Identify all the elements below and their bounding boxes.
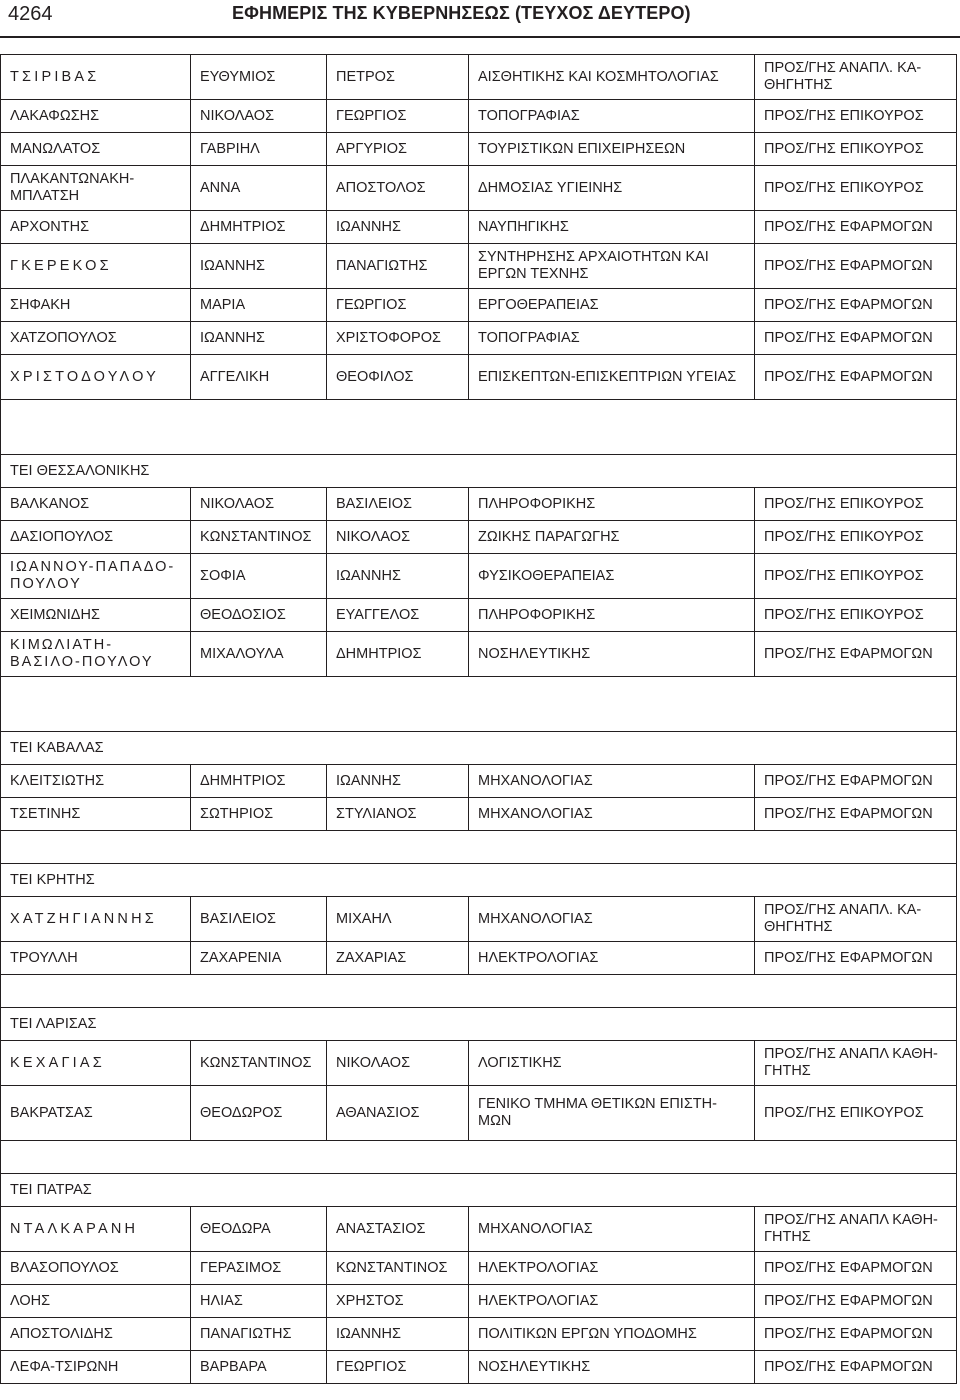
surname-cell: ΛΑΚΑΦΩΣΗΣ [1,100,191,133]
table-row [1,1252,957,1285]
table-row [1,1285,957,1318]
table-row [1,100,957,133]
department-cell: ΜΗΧΑΝΟΛΟΓΙΑΣ [469,1207,755,1252]
blank-spacer-row [1,975,957,1008]
father-name-cell: ΑΡΓΥΡΙΟΣ [327,133,469,166]
first-name-cell: ΙΩΑΝΝΗΣ [191,322,327,355]
position-cell: ΠΡΟΣ/ΓΗΣ ΕΦΑΡΜΟΓΩΝ [755,1351,957,1384]
surname-cell: ΧΑΤΖΗΓΙΑΝΝΗΣ [1,897,191,942]
section-header-row [1,732,957,765]
surname-cell: ΚΛΕΙΤΣΙΩΤΗΣ [1,765,191,798]
first-name-cell: ΘΕΟΔΟΣΙΟΣ [191,599,327,632]
father-name-cell: ΣΤΥΛΙΑΝΟΣ [327,798,469,831]
department-cell: ΝΑΥΠΗΓΙΚΗΣ [469,211,755,244]
father-name-cell: ΓΕΩΡΓΙΟΣ [327,289,469,322]
position-cell: ΠΡΟΣ/ΓΗΣ ΕΦΑΡΜΟΓΩΝ [755,1285,957,1318]
table-row [1,1041,957,1086]
surname-cell: ΤΣΕΤΙΝΗΣ [1,798,191,831]
father-name-cell: ΓΕΩΡΓΙΟΣ [327,100,469,133]
position-cell: ΠΡΟΣ/ΓΗΣ ΕΠΙΚΟΥΡΟΣ [755,488,957,521]
father-name-cell: ΝΙΚΟΛΑΟΣ [327,521,469,554]
blank-spacer-row [1,400,957,455]
father-name-cell: ΙΩΑΝΝΗΣ [327,1318,469,1351]
first-name-cell: ΓΑΒΡΙΗΛ [191,133,327,166]
table-row [1,488,957,521]
table-row [1,1086,957,1141]
position-cell: ΠΡΟΣ/ΓΗΣ ΑΝΑΠΛ. ΚΑ-ΘΗΓΗΤΗΣ [755,897,957,942]
department-cell: ΜΗΧΑΝΟΛΟΓΙΑΣ [469,897,755,942]
department-cell: ΗΛΕΚΤΡΟΛΟΓΙΑΣ [469,1285,755,1318]
table-row [1,798,957,831]
surname-cell: ΚΙΜΩΛΙΑΤΗ-ΒΑΣΙΛΟ-ΠΟΥΛΟΥ [1,632,191,677]
father-name-cell: ΠΑΝΑΓΙΩΤΗΣ [327,244,469,289]
table-row [1,55,957,100]
table-row [1,289,957,322]
blank-spacer-row [1,1141,957,1174]
surname-cell: ΒΑΛΚΑΝΟΣ [1,488,191,521]
department-cell: ΝΟΣΗΛΕΥΤΙΚΗΣ [469,1351,755,1384]
section-title: ΤΕΙ ΠΑΤΡΑΣ [1,1174,957,1207]
position-cell: ΠΡΟΣ/ΓΗΣ ΕΦΑΡΜΟΓΩΝ [755,942,957,975]
surname-cell: ΑΡΧΟΝΤΗΣ [1,211,191,244]
position-cell: ΠΡΟΣ/ΓΗΣ ΕΠΙΚΟΥΡΟΣ [755,133,957,166]
position-cell: ΠΡΟΣ/ΓΗΣ ΕΦΑΡΜΟΓΩΝ [755,1318,957,1351]
position-cell: ΠΡΟΣ/ΓΗΣ ΕΦΑΡΜΟΓΩΝ [755,289,957,322]
surname-cell: ΒΑΚΡΑΤΣΑΣ [1,1086,191,1141]
surname-cell: ΚΕΧΑΓΙΑΣ [1,1041,191,1086]
position-cell: ΠΡΟΣ/ΓΗΣ ΕΦΑΡΜΟΓΩΝ [755,355,957,400]
table-row [1,322,957,355]
department-cell: ΠΛΗΡΟΦΟΡΙΚΗΣ [469,599,755,632]
section-header-row [1,1008,957,1041]
department-cell: ΠΛΗΡΟΦΟΡΙΚΗΣ [469,488,755,521]
page-header [0,0,960,34]
surname-cell: ΒΛΑΣΟΠΟΥΛΟΣ [1,1252,191,1285]
position-cell: ΠΡΟΣ/ΓΗΣ ΕΠΙΚΟΥΡΟΣ [755,521,957,554]
position-cell: ΠΡΟΣ/ΓΗΣ ΕΦΑΡΜΟΓΩΝ [755,244,957,289]
father-name-cell: ΕΥΑΓΓΕΛΟΣ [327,599,469,632]
section-title: ΤΕΙ ΚΑΒΑΛΑΣ [1,732,957,765]
surname-cell: ΠΛΑΚΑΝΤΩΝΑΚΗ-ΜΠΛΑΤΣΗ [1,166,191,211]
father-name-cell: ΑΝΑΣΤΑΣΙΟΣ [327,1207,469,1252]
surname-cell: ΧΡΙΣΤΟΔΟΥΛΟΥ [1,355,191,400]
table-row [1,521,957,554]
department-cell: ΓΕΝΙΚΟ ΤΜΗΜΑ ΘΕΤΙΚΩΝ ΕΠΙΣΤΗ-ΜΩΝ [469,1086,755,1141]
position-cell: ΠΡΟΣ/ΓΗΣ ΕΦΑΡΜΟΓΩΝ [755,632,957,677]
table-row [1,599,957,632]
table-row [1,244,957,289]
surname-cell: ΛΟΗΣ [1,1285,191,1318]
blank-spacer-row [1,677,957,732]
first-name-cell: ΙΩΑΝΝΗΣ [191,244,327,289]
first-name-cell: ΝΙΚΟΛΑΟΣ [191,100,327,133]
first-name-cell: ΖΑΧΑΡΕΝΙΑ [191,942,327,975]
first-name-cell: ΜΑΡΙΑ [191,289,327,322]
position-cell: ΠΡΟΣ/ΓΗΣ ΑΝΑΠΛ. ΚΑ-ΘΗΓΗΤΗΣ [755,55,957,100]
surname-cell: ΧΕΙΜΩΝΙΔΗΣ [1,599,191,632]
first-name-cell: ΣΟΦΙΑ [191,554,327,599]
first-name-cell: ΑΝΝΑ [191,166,327,211]
first-name-cell: ΒΑΣΙΛΕΙΟΣ [191,897,327,942]
department-cell: ΤΟΠΟΓΡΑΦΙΑΣ [469,322,755,355]
department-cell: ΗΛΕΚΤΡΟΛΟΓΙΑΣ [469,1252,755,1285]
position-cell: ΠΡΟΣ/ΓΗΣ ΑΝΑΠΛ ΚΑΘΗ-ΓΗΤΗΣ [755,1207,957,1252]
first-name-cell: ΚΩΝΣΤΑΝΤΙΝΟΣ [191,521,327,554]
table-row [1,133,957,166]
father-name-cell: ΔΗΜΗΤΡΙΟΣ [327,632,469,677]
section-header-row [1,864,957,897]
blank-cell [1,1141,957,1174]
department-cell: ΤΟΠΟΓΡΑΦΙΑΣ [469,100,755,133]
father-name-cell: ΖΑΧΑΡΙΑΣ [327,942,469,975]
header-rule [0,36,960,38]
blank-cell [1,677,957,732]
first-name-cell: ΔΗΜΗΤΡΙΟΣ [191,211,327,244]
first-name-cell: ΔΗΜΗΤΡΙΟΣ [191,765,327,798]
father-name-cell: ΝΙΚΟΛΑΟΣ [327,1041,469,1086]
position-cell: ΠΡΟΣ/ΓΗΣ ΕΦΑΡΜΟΓΩΝ [755,765,957,798]
father-name-cell: ΜΙΧΑΗΛ [327,897,469,942]
father-name-cell: ΑΘΑΝΑΣΙΟΣ [327,1086,469,1141]
first-name-cell: ΘΕΟΔΩΡΑ [191,1207,327,1252]
father-name-cell: ΓΕΩΡΓΙΟΣ [327,1351,469,1384]
blank-cell [1,400,957,455]
department-cell: ΜΗΧΑΝΟΛΟΓΙΑΣ [469,798,755,831]
table-row [1,765,957,798]
department-cell: ΤΟΥΡΙΣΤΙΚΩΝ ΕΠΙΧΕΙΡΗΣΕΩΝ [469,133,755,166]
surname-cell: ΝΤΑΛΚΑΡΑΝΗ [1,1207,191,1252]
father-name-cell: ΑΠΟΣΤΟΛΟΣ [327,166,469,211]
surname-cell: ΙΩΑΝΝΟΥ-ΠΑΠΑΔΟ-ΠΟΥΛΟΥ [1,554,191,599]
department-cell: ΜΗΧΑΝΟΛΟΓΙΑΣ [469,765,755,798]
department-cell: ΦΥΣΙΚΟΘΕΡΑΠΕΙΑΣ [469,554,755,599]
first-name-cell: ΑΓΓΕΛΙΚΗ [191,355,327,400]
department-cell: ΗΛΕΚΤΡΟΛΟΓΙΑΣ [469,942,755,975]
table-row [1,355,957,400]
surname-cell: ΧΑΤΖΟΠΟΥΛΟΣ [1,322,191,355]
position-cell: ΠΡΟΣ/ΓΗΣ ΑΝΑΠΛ ΚΑΘΗ-ΓΗΤΗΣ [755,1041,957,1086]
position-cell: ΠΡΟΣ/ΓΗΣ ΕΠΙΚΟΥΡΟΣ [755,166,957,211]
department-cell: ΕΠΙΣΚΕΠΤΩΝ-ΕΠΙΣΚΕΠΤΡΙΩΝ ΥΓΕΙΑΣ [469,355,755,400]
table-row [1,942,957,975]
first-name-cell: ΒΑΡΒΑΡΑ [191,1351,327,1384]
department-cell: ΖΩΙΚΗΣ ΠΑΡΑΓΩΓΗΣ [469,521,755,554]
surname-cell: ΑΠΟΣΤΟΛΙΔΗΣ [1,1318,191,1351]
surname-cell: ΤΣΙΡΙΒΑΣ [1,55,191,100]
father-name-cell: ΧΡΙΣΤΟΦΟΡΟΣ [327,322,469,355]
department-cell: ΕΡΓΟΘΕΡΑΠΕΙΑΣ [469,289,755,322]
first-name-cell: ΘΕΟΔΩΡΟΣ [191,1086,327,1141]
section-header-row [1,1174,957,1207]
father-name-cell: ΙΩΑΝΝΗΣ [327,211,469,244]
appointments-table-body [1,55,957,1384]
position-cell: ΠΡΟΣ/ΓΗΣ ΕΦΑΡΜΟΓΩΝ [755,798,957,831]
first-name-cell: ΣΩΤΗΡΙΟΣ [191,798,327,831]
position-cell: ΠΡΟΣ/ΓΗΣ ΕΠΙΚΟΥΡΟΣ [755,554,957,599]
surname-cell: ΛΕΦΑ-ΤΣΙΡΩΝΗ [1,1351,191,1384]
surname-cell: ΤΡΟΥΛΛΗ [1,942,191,975]
section-title: ΤΕΙ ΛΑΡΙΣΑΣ [1,1008,957,1041]
table-row [1,1351,957,1384]
department-cell: ΝΟΣΗΛΕΥΤΙΚΗΣ [469,632,755,677]
blank-cell [1,975,957,1008]
page-number: 4264 [8,3,53,25]
section-header-row [1,455,957,488]
appointments-table [0,54,957,1384]
position-cell: ΠΡΟΣ/ΓΗΣ ΕΠΙΚΟΥΡΟΣ [755,1086,957,1141]
table-row [1,211,957,244]
blank-cell [1,831,957,864]
position-cell: ΠΡΟΣ/ΓΗΣ ΕΠΙΚΟΥΡΟΣ [755,599,957,632]
table-row [1,554,957,599]
surname-cell: ΜΑΝΩΛΑΤΟΣ [1,133,191,166]
father-name-cell: ΒΑΣΙΛΕΙΟΣ [327,488,469,521]
surname-cell: ΣΗΦΑΚΗ [1,289,191,322]
table-row [1,166,957,211]
table-row [1,632,957,677]
department-cell: ΔΗΜΟΣΙΑΣ ΥΓΙΕΙΝΗΣ [469,166,755,211]
father-name-cell: ΙΩΑΝΝΗΣ [327,765,469,798]
department-cell: ΣΥΝΤΗΡΗΣΗΣ ΑΡΧΑΙΟΤΗΤΩΝ ΚΑΙ ΕΡΓΩΝ ΤΕΧΝΗΣ [469,244,755,289]
department-cell: ΠΟΛΙΤΙΚΩΝ ΕΡΓΩΝ ΥΠΟΔΟΜΗΣ [469,1318,755,1351]
first-name-cell: ΗΛΙΑΣ [191,1285,327,1318]
first-name-cell: ΠΑΝΑΓΙΩΤΗΣ [191,1318,327,1351]
father-name-cell: ΘΕΟΦΙΛΟΣ [327,355,469,400]
table-row [1,1318,957,1351]
surname-cell: ΔΑΣΙΟΠΟΥΛΟΣ [1,521,191,554]
father-name-cell: ΙΩΑΝΝΗΣ [327,554,469,599]
table-row [1,897,957,942]
first-name-cell: ΕΥΘΥΜΙΟΣ [191,55,327,100]
blank-spacer-row [1,831,957,864]
department-cell: ΛΟΓΙΣΤΙΚΗΣ [469,1041,755,1086]
department-cell: ΑΙΣΘΗΤΙΚΗΣ ΚΑΙ ΚΟΣΜΗΤΟΛΟΓΙΑΣ [469,55,755,100]
first-name-cell: ΚΩΝΣΤΑΝΤΙΝΟΣ [191,1041,327,1086]
first-name-cell: ΜΙΧΑΛΟΥΛΑ [191,632,327,677]
position-cell: ΠΡΟΣ/ΓΗΣ ΕΠΙΚΟΥΡΟΣ [755,100,957,133]
page-title: ΕΦΗΜΕΡΙΣ ΤΗΣ ΚΥΒΕΡΝΗΣΕΩΣ (ΤΕΥΧΟΣ ΔΕΥΤΕΡΟ) [232,3,691,23]
position-cell: ΠΡΟΣ/ΓΗΣ ΕΦΑΡΜΟΓΩΝ [755,1252,957,1285]
position-cell: ΠΡΟΣ/ΓΗΣ ΕΦΑΡΜΟΓΩΝ [755,322,957,355]
position-cell: ΠΡΟΣ/ΓΗΣ ΕΦΑΡΜΟΓΩΝ [755,211,957,244]
first-name-cell: ΓΕΡΑΣΙΜΟΣ [191,1252,327,1285]
surname-cell: ΓΚΕΡΕΚΟΣ [1,244,191,289]
first-name-cell: ΝΙΚΟΛΑΟΣ [191,488,327,521]
father-name-cell: ΠΕΤΡΟΣ [327,55,469,100]
father-name-cell: ΧΡΗΣΤΟΣ [327,1285,469,1318]
father-name-cell: ΚΩΝΣΤΑΝΤΙΝΟΣ [327,1252,469,1285]
table-row [1,1207,957,1252]
section-title: ΤΕΙ ΘΕΣΣΑΛΟΝΙΚΗΣ [1,455,957,488]
section-title: ΤΕΙ ΚΡΗΤΗΣ [1,864,957,897]
